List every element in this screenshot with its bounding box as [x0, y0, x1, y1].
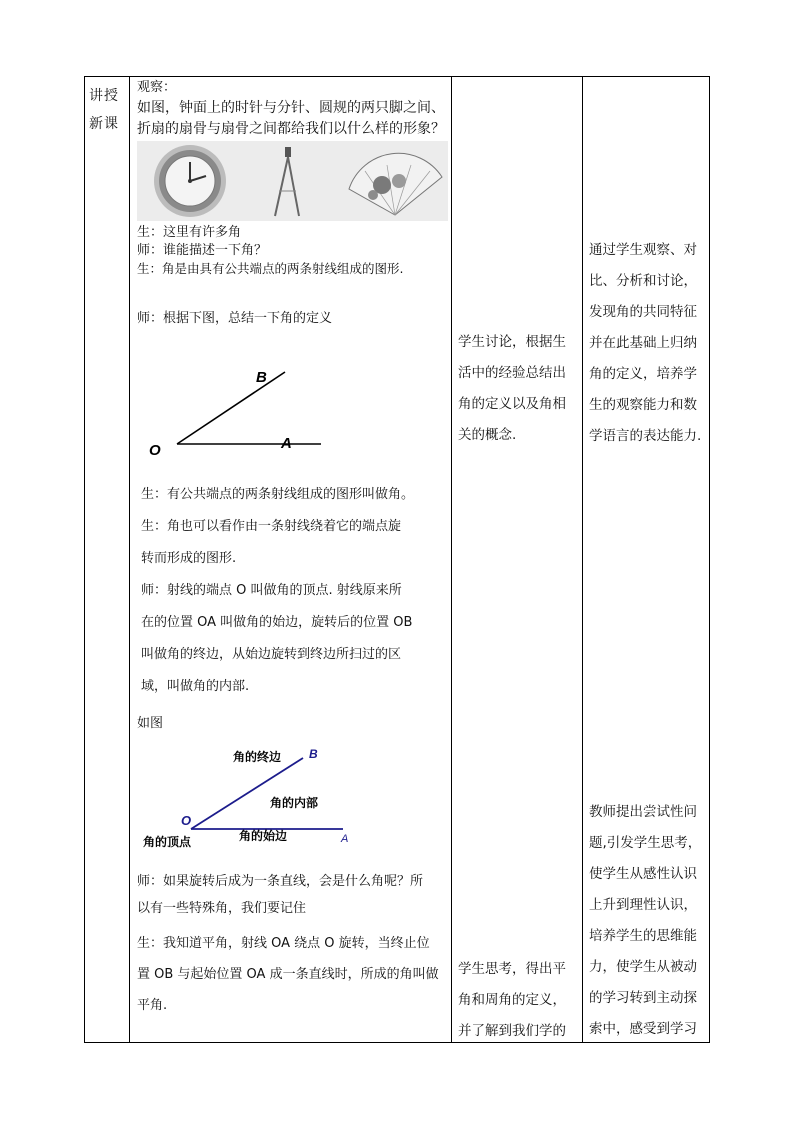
- student-activity-1: [458, 327, 566, 451]
- column-divider-2: [451, 77, 452, 1042]
- student-activity-1-line: 活中的经验总结出: [458, 365, 566, 381]
- student-activity-1-line: 角的定义以及角相: [458, 396, 566, 412]
- dialog-line-2: 师：谁能描述一下角？: [137, 243, 268, 258]
- special-angle-line-5: 平角.: [137, 998, 168, 1013]
- ray-ob: [177, 372, 285, 444]
- intro-text: 如图，钟面上的时针与分针、圆规的两只脚之间、折扇的扇骨与扇骨之间都给我们以什么样的形象？: [137, 100, 445, 137]
- label-a-2: A: [341, 833, 349, 845]
- section-label: 讲授新课: [89, 88, 119, 132]
- column-divider-3: [582, 77, 583, 1042]
- label-o: O: [149, 442, 161, 459]
- angle-figure-2: [141, 742, 381, 857]
- design-intent-2-line: 题,引发学生思考，: [589, 835, 702, 851]
- label-b-2: B: [309, 747, 318, 761]
- special-angle-line-4: 置 OB 与起始位置 OA 成一条直线时，所成的角叫做: [137, 967, 439, 982]
- design-intent-1-line: 角的定义，培养学: [589, 366, 697, 382]
- as-figure-label: 如图: [137, 716, 164, 731]
- definition-line-2: 生：角也可以看作由一条射线绕着它的端点旋: [141, 519, 402, 534]
- student-activity-2-line: 并了解到我们学的: [458, 1023, 566, 1039]
- column-divider-1: [129, 77, 130, 1042]
- design-intent-2-line: 力，使学生从被动: [589, 959, 697, 975]
- angle-figure-1: [143, 362, 343, 462]
- design-intent-1-line: 生的观察能力和数: [589, 397, 697, 413]
- label-o-2: O: [181, 813, 192, 828]
- design-intent-1-line: 发现角的共同特征: [589, 304, 697, 320]
- vertex-label: 角的顶点: [143, 835, 192, 849]
- lesson-plan-table: [84, 76, 710, 1043]
- dialog-line-3: 生：角是由具有公共端点的两条射线组成的图形.: [137, 261, 404, 276]
- terminal-side-ray: [191, 758, 303, 829]
- initial-side-label: 角的始边: [239, 829, 288, 843]
- student-activity-2: [458, 954, 566, 1047]
- special-angle-line-1: 师：如果旋转后成为一条直线，会是什么角呢？所: [137, 874, 424, 889]
- design-intent-1-line: 通过学生观察、对: [589, 242, 697, 258]
- definition-line-7: 域，叫做角的内部.: [141, 679, 250, 694]
- design-intent-2-line: 上升到理性认识，: [589, 897, 697, 913]
- definition-line-4: 师：射线的端点 O 叫做角的顶点. 射线原来所: [141, 583, 402, 598]
- student-activity-2-line: 学生思考，得出平: [458, 961, 566, 977]
- dialog-line-1: 生：这里有许多角: [137, 225, 242, 240]
- compass-icon: [275, 147, 299, 216]
- student-activity-2-line: 角和周角的定义，: [458, 992, 566, 1008]
- figure-prompt: 师：根据下图，总结一下角的定义: [137, 311, 333, 326]
- student-activity-1-line: 关的概念.: [458, 427, 517, 443]
- design-intent-2-line: 使学生从感性认识: [589, 866, 697, 882]
- design-intent-2-line: 的学习转到主动探: [589, 990, 697, 1006]
- definition-line-1: 生：有公共端点的两条射线组成的图形叫做角。: [141, 487, 415, 502]
- terminal-side-label: 角的终边: [233, 750, 282, 764]
- design-intent-2: [589, 797, 701, 1045]
- intro-title: 观察：: [137, 80, 177, 95]
- design-intent-2-line: 索中，感受到学习: [589, 1021, 697, 1037]
- clock-icon: [154, 145, 226, 217]
- illustration-svg: [137, 141, 448, 221]
- definition-line-5: 在的位置 OA 叫做角的始边，旋转后的位置 OB: [141, 615, 413, 630]
- design-intent-2-line: 培养学生的思维能: [589, 928, 697, 944]
- design-intent-2-line: 教师提出尝试性问: [589, 804, 697, 820]
- folding-fan-icon: [349, 153, 442, 215]
- design-intent-1-line: 并在此基础上归纳: [589, 335, 697, 351]
- special-angle-line-2: 以有一些特殊角，我们要记住: [137, 901, 307, 916]
- illustration-strip: [137, 141, 448, 221]
- student-activity-1-line: 学生讨论，根据生: [458, 334, 566, 350]
- label-b: B: [256, 369, 267, 386]
- definition-line-6: 叫做角的终边，从始边旋转到终边所扫过的区: [141, 647, 402, 662]
- design-intent-1-line: 学语言的表达能力.: [589, 428, 702, 444]
- design-intent-1-line: 比、分析和讨论，: [589, 273, 697, 289]
- interior-label: 角的内部: [270, 796, 319, 810]
- special-angle-line-3: 生：我知道平角，射线 OA 绕点 O 旋转，当终止位: [137, 936, 430, 951]
- design-intent-1: [589, 235, 701, 452]
- definition-line-3: 转而形成的图形.: [141, 551, 237, 566]
- label-a: A: [281, 435, 292, 452]
